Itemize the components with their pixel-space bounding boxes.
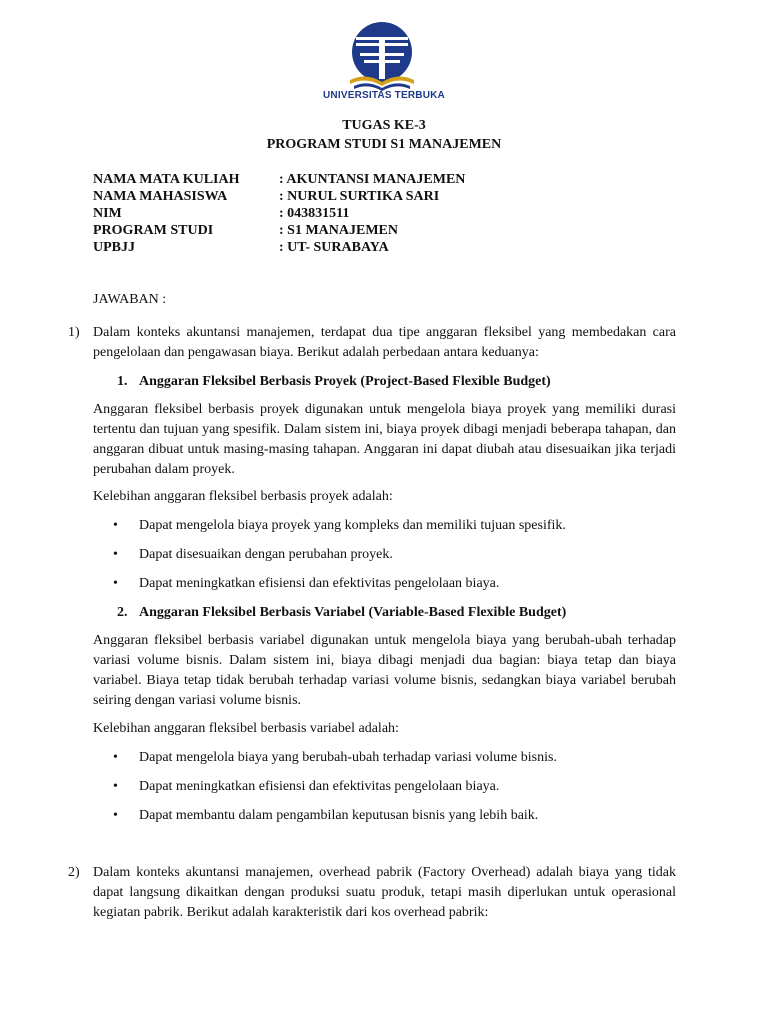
sub1-body: Anggaran fleksibel berbasis proyek digunakan untuk mengelola biaya proyek yang memiliki durasi tertentu dan tujuan yang spesifik. Dalam sistem ini, biaya proyek dibagi menjadi beberapa tahapan, dan anggaran dibuat untuk masing-masing tahapan. Anggaran ini dapat diubah atau disesuaikan jika terjadi perubahan dalam proyek.: [93, 402, 676, 477]
student-info-table: [93, 171, 465, 256]
info-value: : AKUNTANSI MANAJEMEN: [279, 172, 466, 187]
info-row-nim: [93, 205, 465, 222]
assignment-title: TUGAS KE-3: [342, 118, 426, 133]
logo-caption: UNIVERSITAS TERBUKA: [323, 90, 445, 101]
sub1-adv-intro: Kelebihan anggaran fleksibel berbasis proyek adalah:: [93, 489, 393, 504]
sub1-number: 1.: [117, 374, 128, 389]
info-label: PROGRAM STUDI: [93, 223, 214, 238]
sub2-adv-intro: Kelebihan anggaran fleksibel berbasis variabel adalah:: [93, 721, 399, 736]
list-item-text: Dapat meningkatkan efisiensi dan efektivitas pengelolaan biaya.: [139, 576, 500, 591]
list-item: [113, 806, 538, 826]
info-row-student: [93, 188, 465, 205]
bullet-icon: •: [113, 518, 118, 533]
q2-intro: Dalam konteks akuntansi manajemen, overhead pabrik (Factory Overhead) adalah biaya yang tidak dapat langsung dikaitkan dengan produksi suatu produk, tetapi masih diperlukan untuk operasional kegiatan pabrik. Berikut adalah karakteristik dari kos overhead pabrik:: [93, 865, 676, 920]
q1-number: 1): [68, 325, 80, 340]
info-label: UPBJJ: [93, 240, 135, 255]
info-value: : 043831511: [279, 206, 350, 221]
list-item: [113, 748, 557, 768]
list-item-text: Dapat disesuaikan dengan perubahan proyek.: [139, 547, 393, 562]
list-item: [113, 545, 393, 565]
list-item-text: Dapat meningkatkan efisiensi dan efektivitas pengelolaan biaya.: [139, 779, 500, 794]
bullet-icon: •: [113, 750, 118, 765]
program-title: PROGRAM STUDI S1 MANAJEMEN: [266, 137, 502, 152]
list-item-text: Dapat membantu dalam pengambilan keputusan bisnis yang lebih baik.: [139, 808, 539, 823]
q2-number: 2): [68, 865, 80, 880]
list-item-text: Dapat mengelola biaya yang berubah-ubah terhadap variasi volume bisnis.: [139, 750, 557, 765]
info-label: NAMA MAHASISWA: [93, 189, 228, 204]
info-value: : NURUL SURTIKA SARI: [279, 189, 440, 204]
info-row-course: [93, 171, 465, 188]
q1-intro: Dalam konteks akuntansi manajemen, terdapat dua tipe anggaran fleksibel yang membedakan cara pengelolaan dan pengawasan biaya. Berikut adalah perbedaan antara keduanya:: [93, 325, 676, 360]
list-item: [113, 516, 566, 536]
info-value: : S1 MANAJEMEN: [279, 223, 398, 238]
sub2-body: Anggaran fleksibel berbasis variabel digunakan untuk mengelola biaya yang berubah-ubah terhadap variasi volume bisnis. Dalam sistem ini, biaya dibagi menjadi dua bagian: biaya tetap dan biaya variabel. Biaya tetap tidak berubah terhadap variasi volume bisnis, sedangkan biaya variabel berubah seiring dengan variasi volume bisnis.: [93, 633, 676, 708]
info-row-upbjj: [93, 239, 465, 256]
list-item: [113, 574, 499, 594]
bullet-icon: •: [113, 576, 118, 591]
jawaban-label: JAWABAN :: [93, 292, 167, 307]
bullet-icon: •: [113, 779, 118, 794]
info-label: NIM: [93, 206, 122, 221]
list-item: [113, 777, 499, 797]
sub2-heading: Anggaran Fleksibel Berbasis Variabel (Variable-Based Flexible Budget): [139, 605, 567, 620]
sub1-heading: Anggaran Fleksibel Berbasis Proyek (Project-Based Flexible Budget): [139, 374, 551, 389]
info-row-program: [93, 222, 465, 239]
bullet-icon: •: [113, 808, 118, 823]
info-value: : UT- SURABAYA: [279, 240, 389, 255]
sub2-number: 2.: [117, 605, 128, 620]
info-label: NAMA MATA KULIAH: [93, 172, 240, 187]
list-item-text: Dapat mengelola biaya proyek yang kompleks dan memiliki tujuan spesifik.: [139, 518, 566, 533]
bullet-icon: •: [113, 547, 118, 562]
